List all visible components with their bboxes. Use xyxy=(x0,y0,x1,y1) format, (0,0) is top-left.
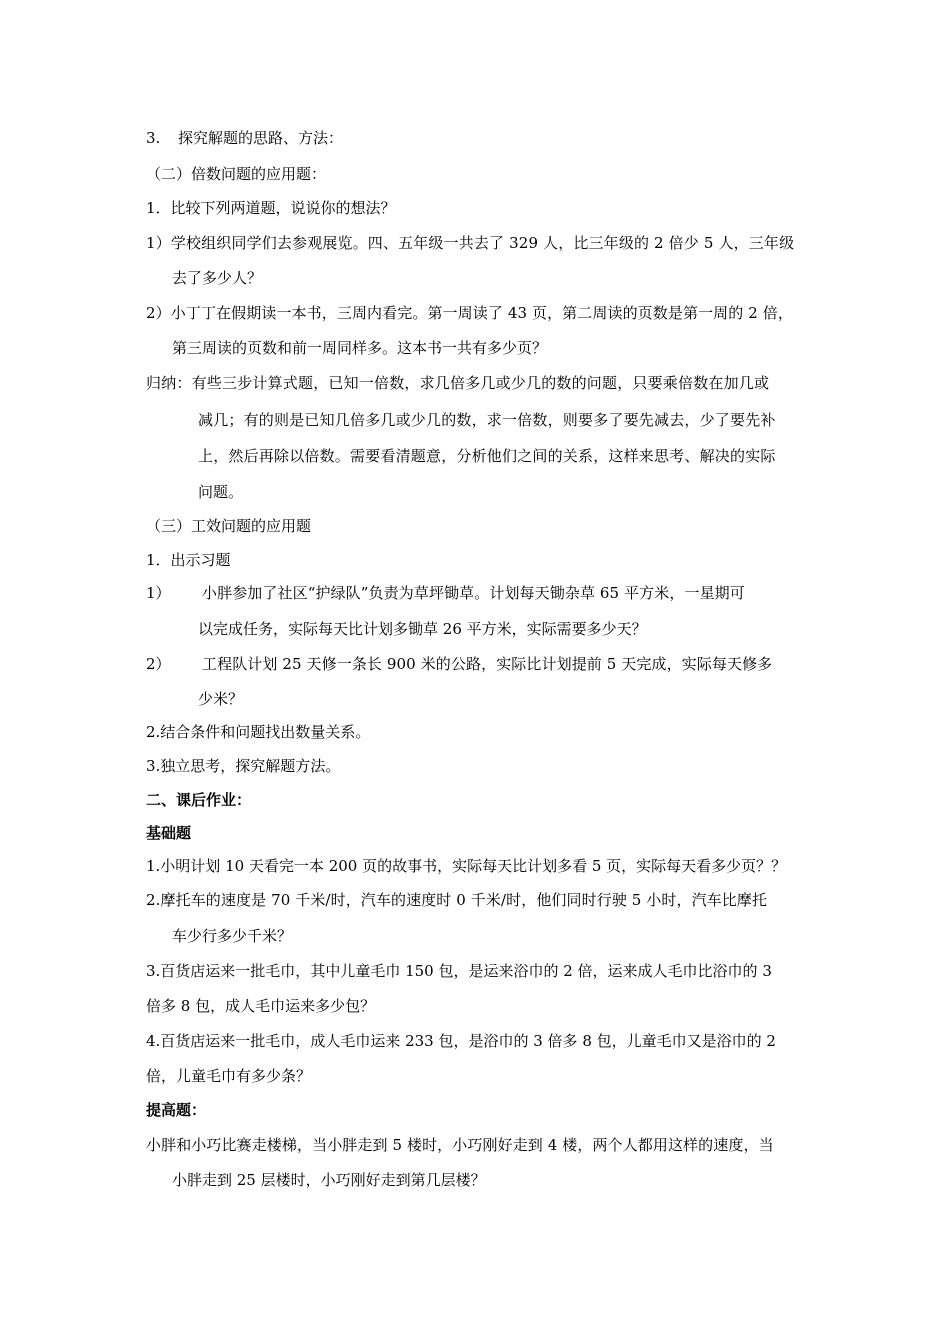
homework-question-4-line-1: 4.百货店运来一批毛巾，成人毛巾运来 233 包，是浴巾的 3 倍多 8 包，儿童毛巾又是浴巾的 2 xyxy=(146,1032,776,1050)
section-2-problem-1-line-2: 去了多少人？ xyxy=(172,269,263,287)
section-2-problem-2-line-1: 2）小丁丁在假期读一本书，三周内看完。第一周读了 43 页，第二周读的页数是第一周的 2 倍， xyxy=(146,304,793,322)
section-3-question-1-number: 1） xyxy=(146,584,171,602)
section-2-problem-2-line-2: 第三周读的页数和前一周同样多。这本书一共有多少页？ xyxy=(172,339,548,357)
summary-line-2: 减几；有的则是已知几倍多几或少几的数，求一倍数，则要多了要先减去，少了要先补 xyxy=(198,411,776,429)
advanced-question-line-2: 小胖走到 25 层楼时，小巧刚好走到第几层楼？ xyxy=(172,1171,486,1189)
section-3-item-3: 3.独立思考，探究解题方法。 xyxy=(146,757,341,775)
section-2-title: （二）倍数问题的应用题： xyxy=(146,165,327,183)
homework-question-1: 1.小明计划 10 天看完一本 200 页的故事书，实际每天比计划多看 5 页，实际每天看多少页？？ xyxy=(146,857,787,875)
summary-line-3: 上，然后再除以倍数。需要看清题意，分析他们之间的关系，这样来思考、解决的实际 xyxy=(198,447,776,465)
advanced-questions-title: 提高题： xyxy=(146,1101,207,1119)
homework-title: 二、课后作业： xyxy=(146,791,252,809)
section-3-question-1-line-1: 小胖参加了社区“护绿队”负责为草坪锄草。计划每天锄杂草 65 平方米，一星期可 xyxy=(202,584,745,602)
homework-question-2-line-1: 2.摩托车的速度是 70 千米/时，汽车的速度时 0 千米/时，他们同时行驶 5 小时，汽车比摩托 xyxy=(146,891,768,909)
homework-question-3-line-1: 3.百货店运来一批毛巾，其中儿童毛巾 150 包，是运来浴巾的 2 倍，运来成人毛巾比浴巾的 3 xyxy=(146,962,772,980)
section-3-question-2-number: 2） xyxy=(146,655,171,673)
homework-question-3-line-2: 倍多 8 包，成人毛巾运来多少包？ xyxy=(146,997,376,1015)
homework-question-4-line-2: 倍，儿童毛巾有多少条？ xyxy=(146,1067,312,1085)
section-3-question-2-line-2: 少米？ xyxy=(198,690,244,708)
section-2-item-1: 1．比较下列两道题，说说你的想法？ xyxy=(146,199,396,217)
summary-line-4: 问题。 xyxy=(198,483,244,501)
section-3-question-2-line-1: 工程队计划 25 天修一条长 900 米的公路，实际比计划提前 5 天完成，实际每天修多 xyxy=(202,655,773,673)
basic-questions-title: 基础题 xyxy=(146,824,192,842)
section-3-title: （三）工效问题的应用题 xyxy=(146,517,312,535)
summary-line-1: 归纳：有些三步计算式题，已知一倍数，求几倍多几或少几的数的问题，只要乘倍数在加几或 xyxy=(146,374,770,392)
section-3-question-1-line-2: 以完成任务，实际每天比计划多锄草 26 平方米，实际需要多少天？ xyxy=(198,620,647,638)
section-3-item-2: 2.结合条件和问题找出数量关系。 xyxy=(146,723,371,741)
step-3-text: 探究解题的思路、方法： xyxy=(178,129,344,147)
homework-question-2-line-2: 车少行多少千米？ xyxy=(172,927,293,945)
advanced-question-line-1: 小胖和小巧比赛走楼梯，当小胖走到 5 楼时，小巧刚好走到 4 楼，两个人都用这样的速度，当 xyxy=(146,1136,774,1154)
section-3-item-1: 1．出示习题 xyxy=(146,551,231,569)
section-2-problem-1-line-1: 1）学校组织同学们去参观展览。四、五年级一共去了 329 人，比三年级的 2 倍少 5 人，三年级 xyxy=(146,234,795,252)
step-3-number: 3. xyxy=(146,129,161,147)
